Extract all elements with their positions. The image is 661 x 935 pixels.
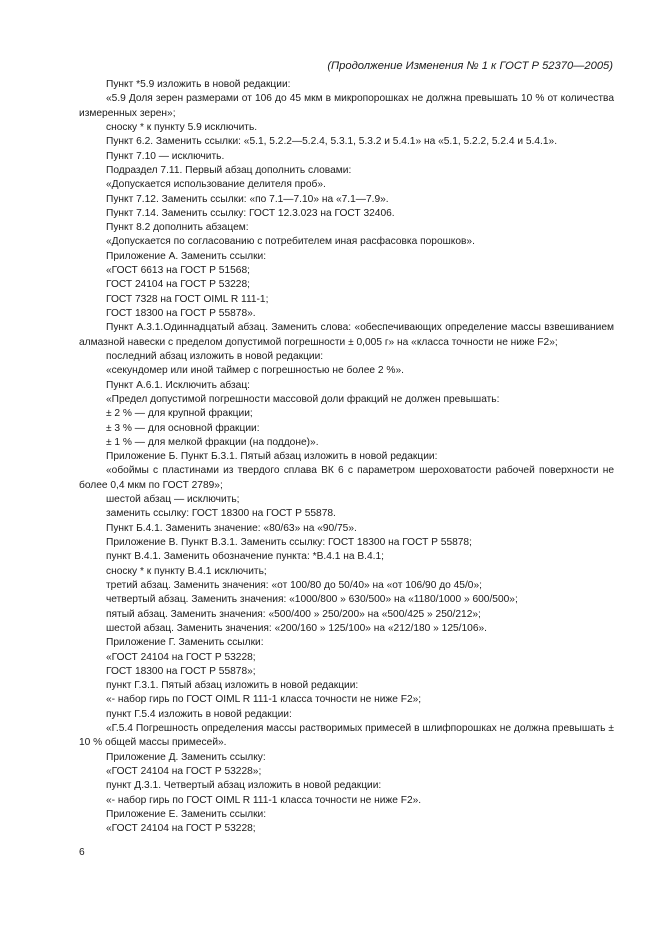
paragraph: ГОСТ 18300 на ГОСТ Р 55878». (106, 308, 256, 319)
paragraph: ± 2 % — для крупной фракции; (106, 408, 253, 420)
paragraph: ± 1 % — для мелкой фракции (на поддоне)». (106, 436, 319, 448)
paragraph: шестой абзац. Заменить значения: «200/160 » 125/100» на «212/180 » 125/106». (106, 622, 487, 634)
paragraph: Пункт 7.12. Заменить ссылки: «по 7.1—7.10» на «7.1—7.9». (106, 193, 389, 205)
paragraph: ± 3 % — для основной фракции: (106, 422, 260, 434)
paragraph: «Предел допустимой погрешности массовой доли фракций не должен превышать: (106, 393, 500, 405)
paragraph: Пункт А.6.1. Исключить абзац: (106, 379, 250, 391)
paragraph: «ГОСТ 24104 на ГОСТ Р 53228; (106, 823, 256, 835)
paragraph: пункт Д.3.1. Четвертый абзац изложить в новой редакции: (106, 780, 382, 792)
paragraph: «Допускается по согласованию с потребителем иная расфасовка порошков». (106, 236, 475, 248)
paragraph: Приложение Е. Заменить ссылки: (106, 808, 267, 820)
paragraph: «- набор гирь по ГОСТ OIML R 111-1 класса точности не ниже F2»; (106, 694, 422, 706)
paragraph: Приложение Г. Заменить ссылки: (106, 637, 264, 649)
paragraph: третий абзац. Заменить значения: «от 100/80 до 50/40» на «от 106/90 до 45/0»; (106, 579, 482, 591)
paragraph: последний абзац изложить в новой редакции: (106, 350, 324, 362)
paragraph: Пункт 7.10 — исключить. (106, 150, 225, 162)
paragraph: Приложение Б. Пункт Б.3.1. Пятый абзац изложить в новой редакции: (106, 451, 438, 463)
paragraph: Пункт Б.4.1. Заменить значение: «80/63» на «90/75». (106, 522, 357, 534)
page-number: 6 (79, 847, 85, 858)
paragraph: «ГОСТ 6613 на ГОСТ Р 51568; (106, 265, 250, 277)
paragraph: «Допускается использование делителя проб». (106, 179, 326, 191)
paragraph: пункт В.4.1. Заменить обозначение пункта: *В.4.1 на В.4.1; (106, 551, 384, 563)
paragraph: ГОСТ 7328 на ГОСТ OIML R 111-1; (106, 293, 269, 305)
paragraph: пункт Г.3.1. Пятый абзац изложить в новой редакции: (106, 680, 359, 692)
paragraph: «- набор гирь по ГОСТ OIML R 111-1 класса точности не ниже F2». (106, 794, 422, 806)
paragraph: Пункт *5.9 изложить в новой редакции: (106, 79, 291, 90)
paragraph: Приложение А. Заменить ссылки: (106, 250, 267, 262)
paragraph: Пункт 8.2 дополнить абзацем: (106, 222, 249, 234)
paragraph: четвертый абзац. Заменить значения: «1000/800 » 630/500» на «1180/1000 » 600/500»; (106, 594, 518, 606)
running-header: (Продолжение Изменения № 1 к ГОСТ Р 52370—2005) (327, 60, 613, 72)
paragraph: «ГОСТ 24104 на ГОСТ Р 53228; (106, 651, 256, 663)
paragraph: сноску * к пункту В.4.1 исключить; (106, 565, 267, 577)
paragraph: «секундомер или иной таймер с погрешностью не более 2 %». (106, 365, 404, 377)
paragraph: «5.9 Доля зерен размерами от 106 до 45 мкм в микропорошках не должна превышать 10 % от количества измеренных зерен»; (79, 93, 614, 119)
paragraph: Пункт 7.14. Заменить ссылку: ГОСТ 12.3.023 на ГОСТ 32406. (106, 207, 395, 219)
paragraph: шестой абзац — исключить; (106, 494, 240, 506)
paragraph: пятый абзац. Заменить значения: «500/400 » 250/200» на «500/425 » 250/212»; (106, 608, 481, 620)
paragraph: Пункт 6.2. Заменить ссылки: «5.1, 5.2.2—5.2.4, 5.3.1, 5.3.2 и 5.4.1» на «5.1, 5.2.2, 5.2.4 и 5.4.1». (106, 136, 558, 148)
paragraph: ГОСТ 18300 на ГОСТ Р 55878»; (106, 665, 256, 677)
paragraph: ГОСТ 24104 на ГОСТ Р 53228; (106, 279, 250, 291)
paragraph: пункт Г.5.4 изложить в новой редакции: (106, 708, 292, 720)
paragraph: «ГОСТ 24104 на ГОСТ Р 53228»; (106, 766, 262, 777)
paragraph: Пункт А.3.1.Одиннадцатый абзац. Заменить слова: «обеспечивающих определение массы взвешиванием алмазной навески с пределом допустимой погрешности ± 0,005 г» на «класса точности не ниже F2»; (79, 322, 614, 348)
document-body (79, 78, 614, 837)
paragraph: заменить ссылку: ГОСТ 18300 на ГОСТ Р 55878. (106, 508, 336, 520)
paragraph: Подраздел 7.11. Первый абзац дополнить словами: (106, 164, 352, 176)
paragraph: «обоймы с пластинами из твердого сплава ВК 6 с параметром шероховатости рабочей поверхности не более 0,4 мкм по ГОСТ 2789»; (79, 465, 614, 491)
paragraph: Приложение Д. Заменить ссылку: (106, 751, 266, 763)
paragraph: Приложение В. Пункт В.3.1. Заменить ссылку: ГОСТ 18300 на ГОСТ Р 55878; (106, 537, 472, 548)
paragraph: сноску * к пункту 5.9 исключить. (106, 121, 258, 133)
paragraph: «Г.5.4 Погрешность определения массы растворимых примесей в шлифпорошках не должна превышать ± 10 % общей массы примесей». (79, 723, 614, 749)
